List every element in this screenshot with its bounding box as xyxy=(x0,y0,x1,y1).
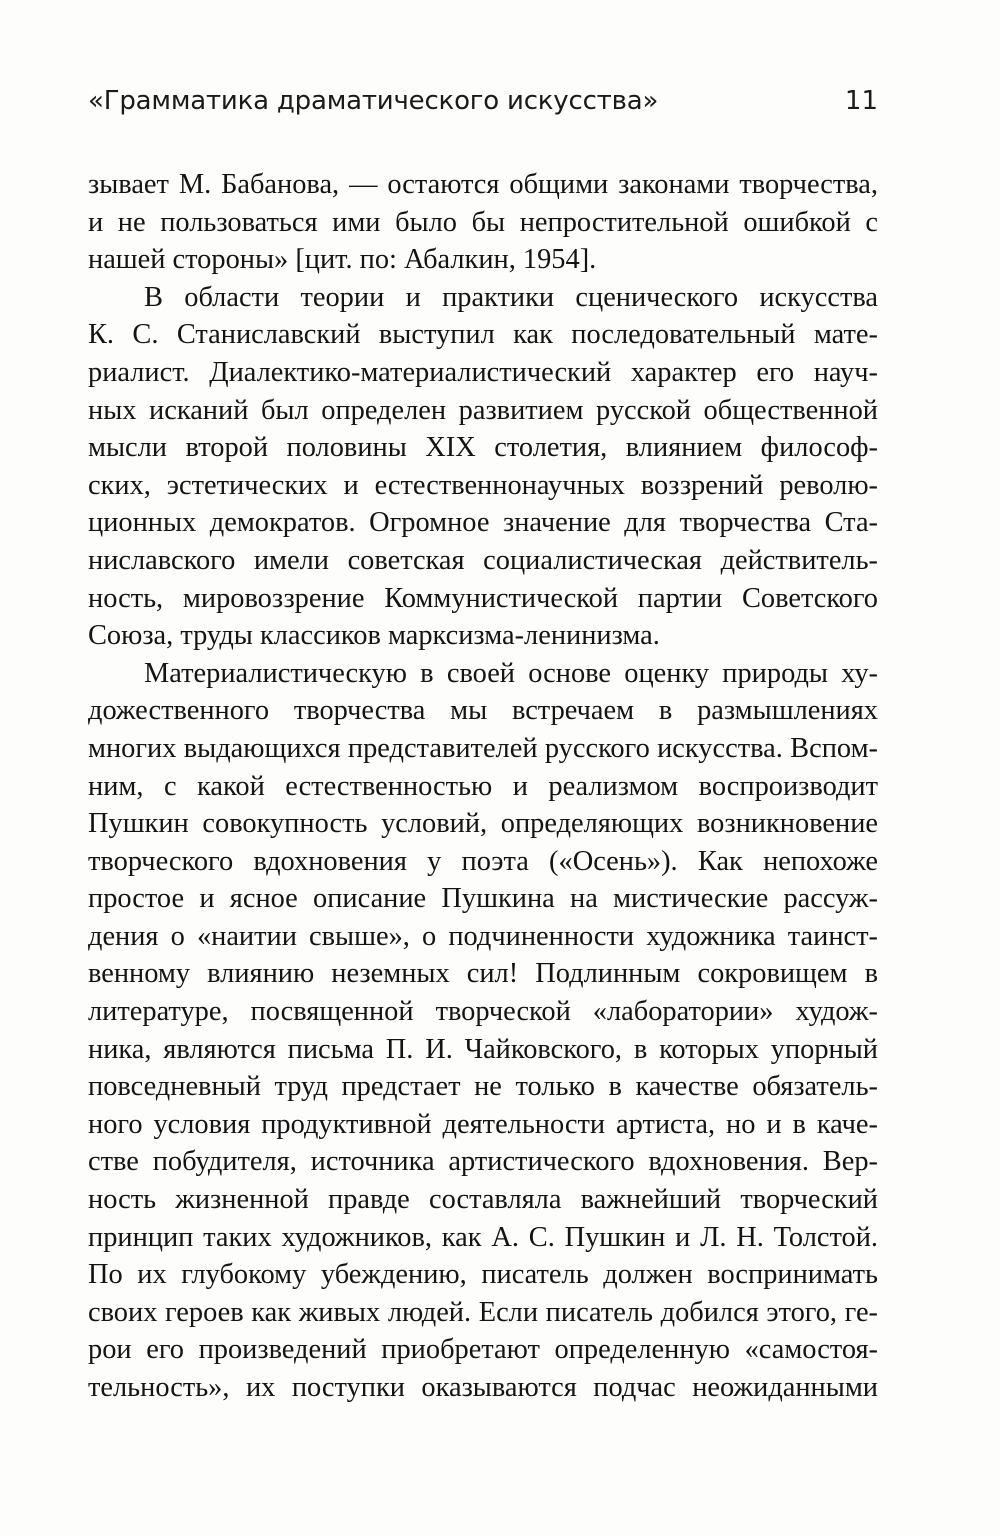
text-line: мысли второй половины XIX столетия, влиянием философ- xyxy=(88,432,878,464)
body-text xyxy=(88,166,878,1407)
text-line: литературе, посвященной творческой «лаборатории» худож- xyxy=(88,996,878,1028)
text-line: принцип таких художников, как А. С. Пушкин и Л. Н. Толстой. xyxy=(88,1221,878,1253)
text-line: ских, эстетических и естественнонаучных воззрений револю- xyxy=(88,469,878,501)
text-line: По их глубокому убеждению, писатель должен воспринимать xyxy=(88,1259,878,1291)
text-line: ниславского имели советская социалистическая действитель- xyxy=(88,544,878,576)
text-line: простое и ясное описание Пушкина на мистические рассуж- xyxy=(88,883,878,915)
text-line: дения о «наитии свыше», о подчиненности художника таинст- xyxy=(88,920,878,952)
text-line: своих героев как живых людей. Если писатель добился этого, ге- xyxy=(88,1296,878,1328)
text-line: ного условия продуктивной деятельности артиста, но и в каче- xyxy=(88,1108,878,1140)
text-line: творческого вдохновения у поэта («Осень»). Как непохоже xyxy=(88,845,878,877)
text-line: дожественного творчества мы встречаем в размышлениях xyxy=(88,695,878,727)
text-line: зывает М. Бабанова, — остаются общими законами творчества, xyxy=(88,169,878,200)
text-line: тельность», их поступки оказываются подчас неожиданными xyxy=(88,1372,878,1403)
text-line: ных исканий был определен развитием русской общественной xyxy=(88,394,878,426)
text-line: ним, с какой естественностью и реализмом воспроизводит xyxy=(88,770,878,802)
text-line: повседневный труд предстает не только в качестве обязатель- xyxy=(88,1071,878,1103)
text-line: многих выдающихся представителей русского искусства. Вспом- xyxy=(88,732,878,764)
page-number: 11 xyxy=(844,86,878,116)
text-line: Пушкин совокупность условий, определяющих возникновение xyxy=(88,808,878,840)
text-line: ника, являются письма П. И. Чайковского, в которых упорный xyxy=(88,1033,878,1065)
paragraph-end-line: Союза, труды классиков марксизма-ленинизма. xyxy=(88,620,660,652)
paragraph-end-line: нашей стороны» [цит. по: Абалкин, 1954]. xyxy=(88,244,597,276)
text-line: риалист. Диалектико-материалистический характер его науч- xyxy=(88,356,878,388)
text-line: и не пользоваться ими было бы непростительной ошибкой с xyxy=(88,206,878,238)
text-line: ционных демократов. Огромное значение для творчества Ста- xyxy=(88,507,878,539)
running-header xyxy=(88,80,878,120)
paragraph-first-line: В области теории и практики сценического искусства xyxy=(144,281,878,313)
text-line: рои его произведений приобретают определенную «самостоя- xyxy=(88,1334,878,1366)
text-line: стве побудителя, источника артистического вдохновения. Вер- xyxy=(88,1146,878,1178)
text-line: ность, мировоззрение Коммунистической партии Советского xyxy=(88,582,878,614)
text-line: ность жизненной правде составляла важнейший творческий xyxy=(88,1184,878,1216)
paragraph-first-line: Материалистическую в своей основе оценку природы ху- xyxy=(144,657,878,689)
running-title: «Грамматика драматического искусства» xyxy=(88,86,659,116)
text-line: венному влиянию неземных сил! Подлинным сокровищем в xyxy=(88,958,878,990)
text-line: К. С. Станиславский выступил как последовательный мате- xyxy=(88,319,878,351)
